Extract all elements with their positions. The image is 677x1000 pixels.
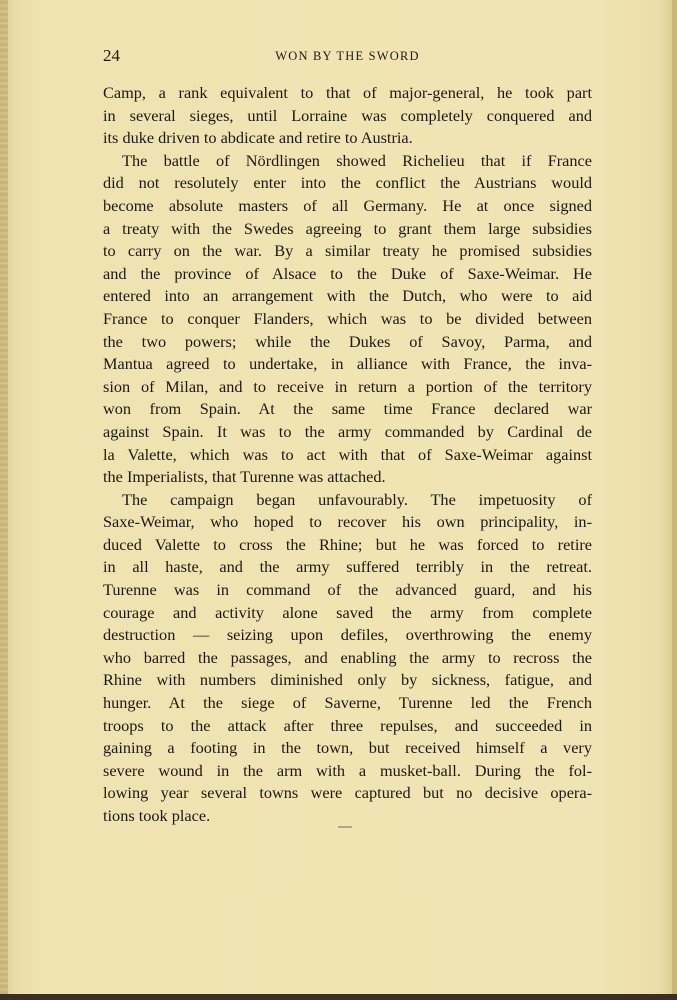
text-line: destruction — seizing upon defiles, overthrowing the enemy (103, 625, 592, 645)
text-line: the Imperialists, that Turenne was attached. (103, 467, 386, 487)
text-line: France to conquer Flanders, which was to be divided between (103, 308, 592, 328)
text-line: hunger. At the siege of Saverne, Turenne led the French (103, 693, 592, 713)
text-line: courage and activity alone saved the army from complete (103, 602, 592, 622)
text-line: entered into an arrangement with the Dutch, who were to aid (103, 286, 592, 306)
text-line: in several sieges, until Lorraine was completely conquered and (103, 105, 592, 125)
text-line: lowing year several towns were captured but no decisive opera- (103, 783, 592, 803)
text-line: The campaign began unfavourably. The impetuosity of (122, 489, 592, 509)
text-line: its duke driven to abdicate and retire to Austria. (103, 128, 413, 148)
page-number: 24 (103, 46, 120, 65)
text-line: severe wound in the arm with a musket-ball. During the fol- (103, 760, 592, 780)
text-line: Saxe-Weimar, who hoped to recover his own principality, in- (103, 512, 592, 532)
page-header (103, 46, 592, 68)
text-line: against Spain. It was to the army commanded by Cardinal de (103, 421, 592, 441)
text-line: a treaty with the Swedes agreeing to grant them large subsidies (103, 218, 592, 238)
text-line: did not resolutely enter into the conflict the Austrians would (103, 173, 592, 193)
text-line: duced Valette to cross the Rhine; but he was forced to retire (103, 534, 592, 554)
text-line: gaining a footing in the town, but received himself a very (103, 738, 592, 758)
text-line: sion of Milan, and to receive in return a portion of the territory (103, 376, 592, 396)
text-line: Camp, a rank equivalent to that of major-general, he took part (103, 83, 592, 102)
paragraph-1 (103, 82, 592, 150)
text-line: Mantua agreed to undertake, in alliance with France, the inva- (103, 354, 592, 374)
text-line: la Valette, which was to act with that of Saxe-Weimar against (103, 444, 592, 464)
text-line: become absolute masters of all Germany. He at once signed (103, 195, 592, 215)
paragraph-3 (103, 489, 592, 828)
text-line: who barred the passages, and enabling the army to recross the (103, 647, 592, 667)
paragraph-2 (103, 150, 592, 489)
text-line: the two powers; while the Dukes of Savoy, Parma, and (103, 331, 592, 351)
text-line: to carry on the war. By a similar treaty he promised subsidies (103, 241, 592, 261)
page-bottom-edge (0, 994, 677, 1000)
text-line: Turenne was in command of the advanced guard, and his (103, 580, 592, 600)
running-head: WON BY THE SWORD (275, 49, 420, 63)
body-text (103, 82, 592, 828)
text-line: The battle of Nördlingen showed Richelieu that if France (122, 150, 592, 170)
text-line: and the province of Alsace to the Duke of Saxe-Weimar. He (103, 263, 592, 283)
text-line: in all haste, and the army suffered terribly in the retreat. (103, 557, 592, 577)
text-line: troops to the attack after three repulses, and succeeded in (103, 715, 592, 735)
text-line: Rhine with numbers diminished only by sickness, fatigue, and (103, 670, 592, 690)
text-line: tions took place. (103, 806, 211, 825)
text-line: won from Spain. At the same time France declared war (103, 399, 592, 419)
print-mark (338, 826, 352, 828)
page-binding-edge (0, 0, 8, 1000)
page-right-edge (672, 0, 677, 1000)
